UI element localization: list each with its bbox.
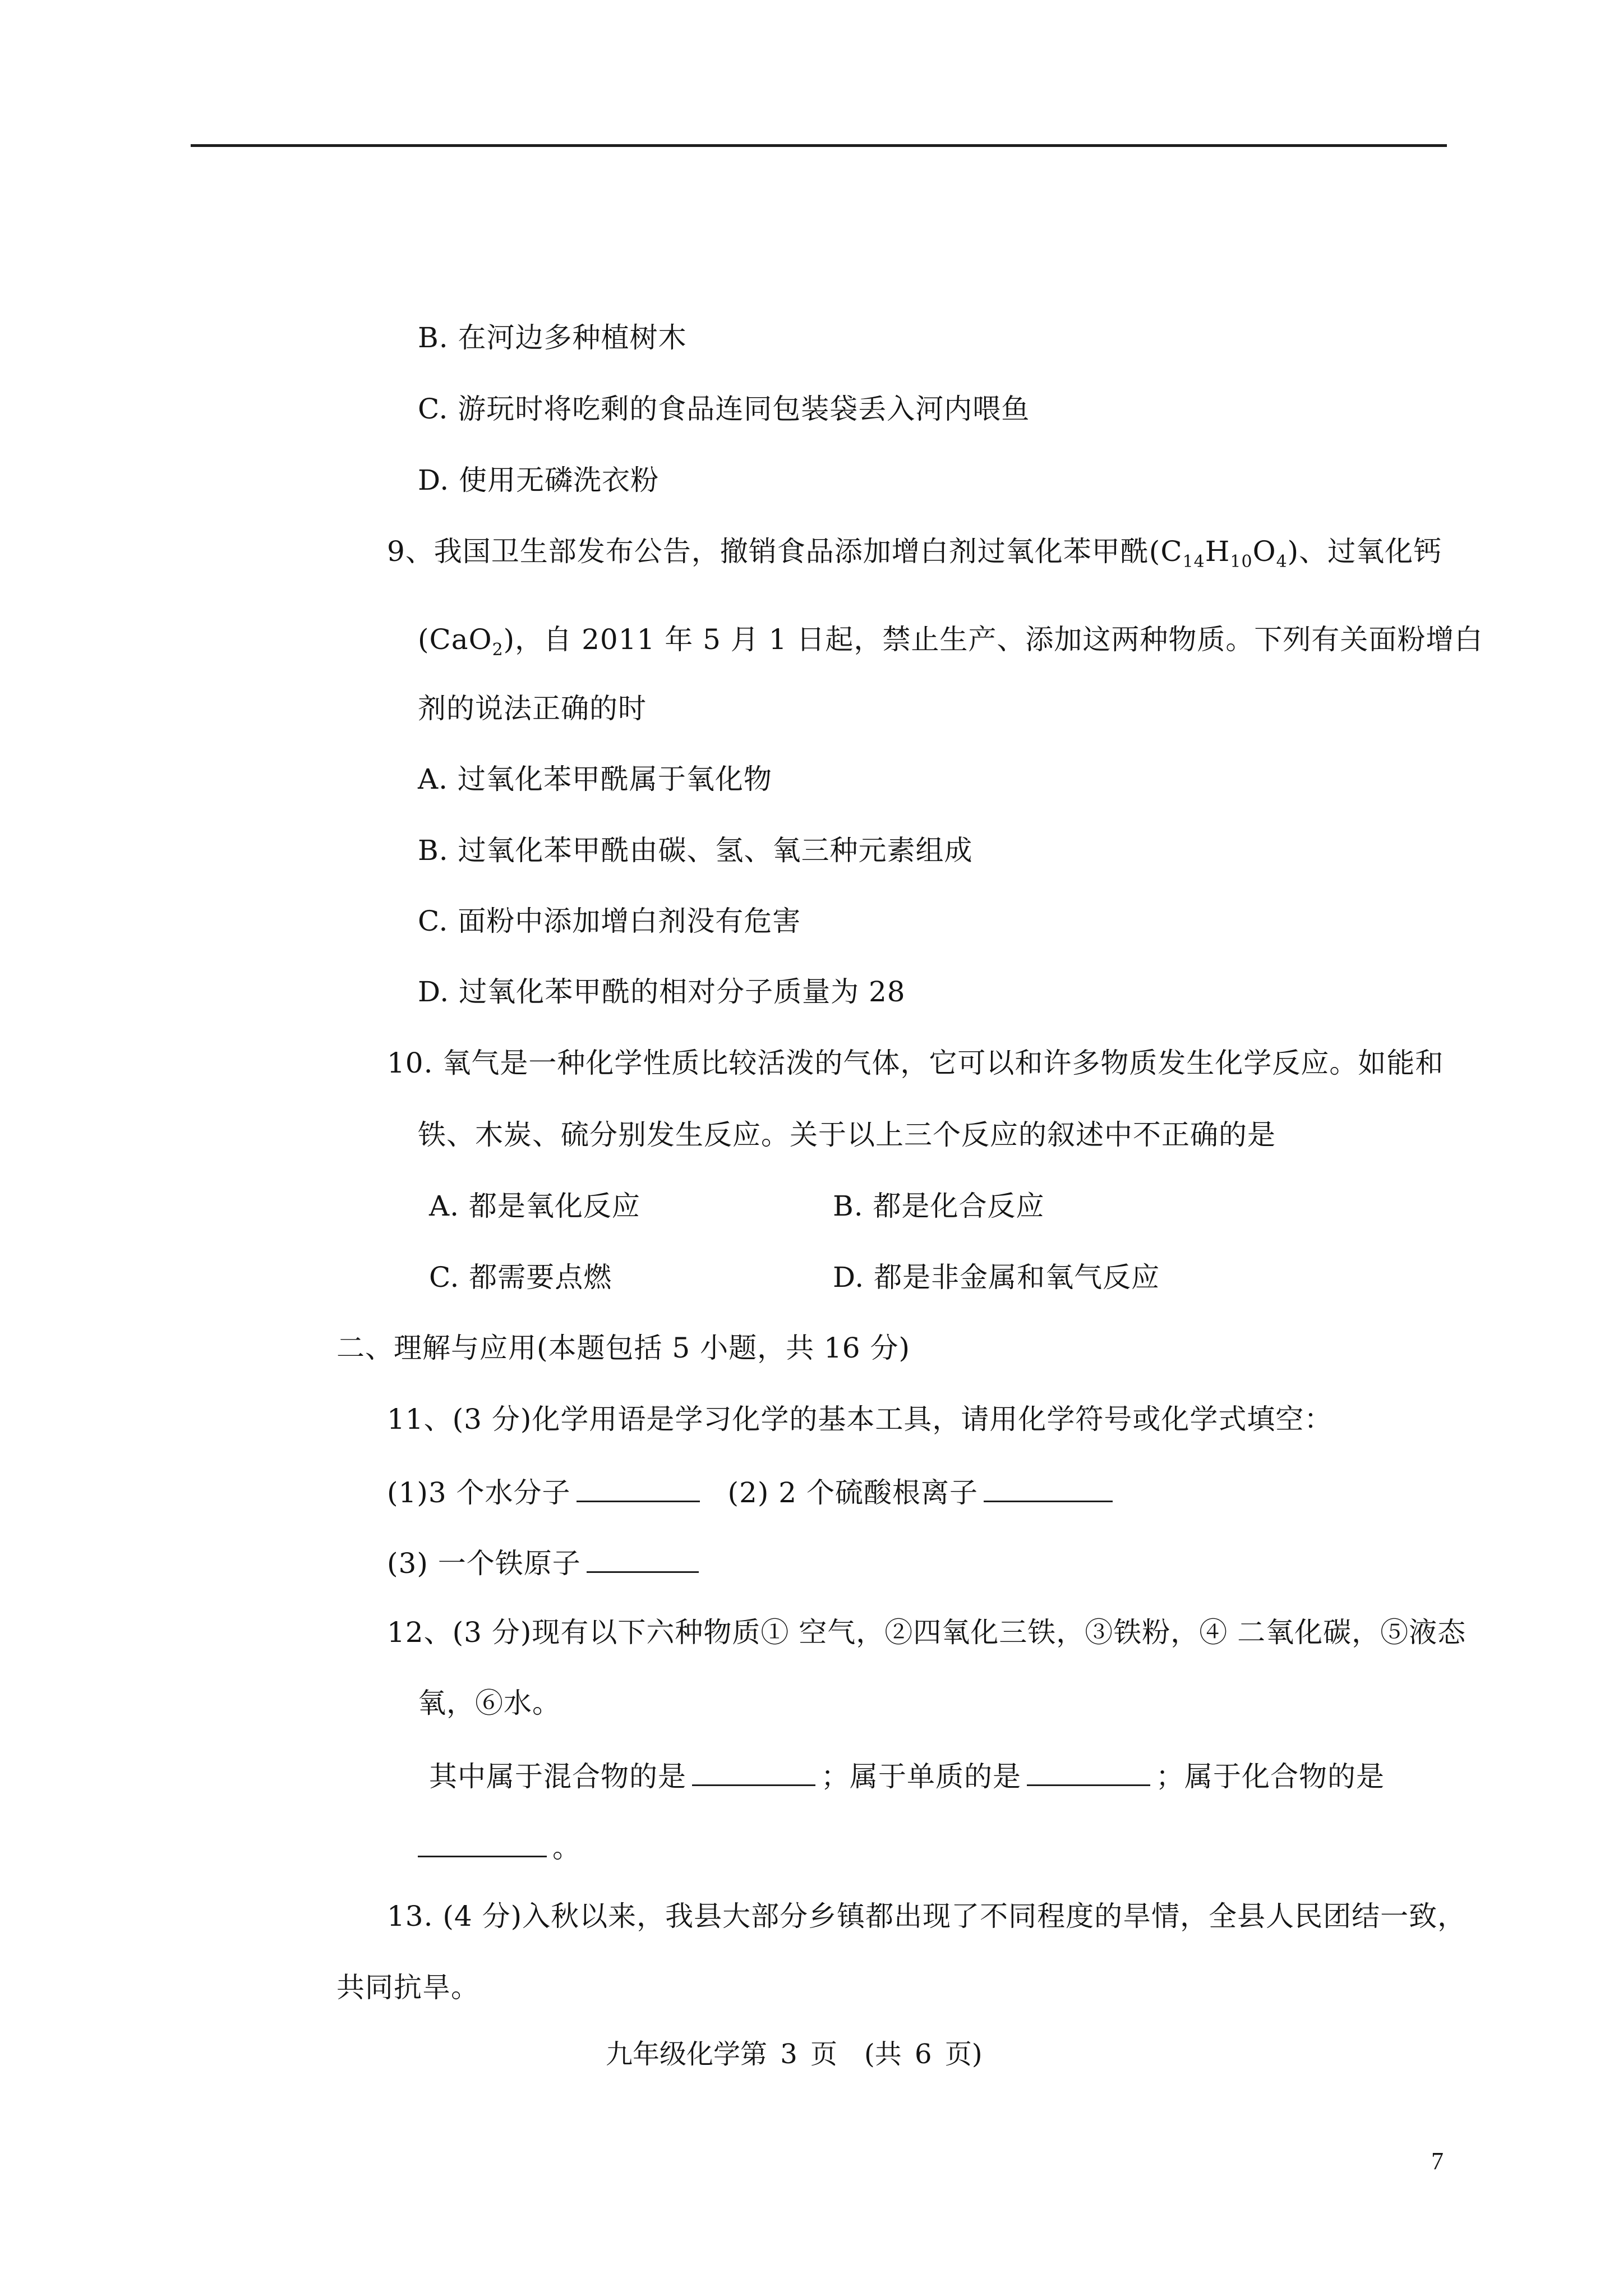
q11-parts-1-2: (1)3 个水分子 (2) 2 个硫酸根离子	[387, 1474, 1118, 1510]
q8-option-c: C. 游玩时将吃剩的食品连同包装袋丢入河内喂鱼	[418, 393, 1030, 425]
q10-stem-line1: 10. 氧气是一种化学性质比较活泼的气体，它可以和许多物质发生化学反应。如能和	[387, 1047, 1444, 1079]
q8-option-d: D. 使用无磷洗衣粉	[418, 464, 660, 496]
q11-blank-2[interactable]	[984, 1474, 1113, 1502]
q13-stem-line1: 13. (4 分)入秋以来，我县大部分乡镇都出现了不同程度的旱情，全县人民团结一致，	[387, 1900, 1467, 1932]
q12-blank-element[interactable]	[1027, 1757, 1150, 1786]
q10-option-a: A. 都是氧化反应	[429, 1190, 640, 1222]
q12-blank-compound[interactable]	[418, 1829, 547, 1857]
q11-stem: 11、(3 分)化学用语是学习化学的基本工具，请用化学符号或化学式填空：	[387, 1403, 1333, 1435]
q9-stem-line2: (CaO$_2$)，自 2011 年 5 月 1 日起，禁止生产、添加这两种物质。下列有关面粉增白	[418, 623, 1483, 660]
q13-stem-line2: 共同抗旱。	[336, 1971, 479, 2004]
q12-fill-line: 其中属于混合物的是 ；属于单质的是 ；属于化合物的是	[429, 1757, 1385, 1793]
page-number: 7	[1431, 2147, 1444, 2175]
q8-option-b: B. 在河边多种植树木	[418, 321, 687, 354]
q9-stem-line3: 剂的说法正确的时	[418, 692, 647, 725]
q9-option-b: B. 过氧化苯甲酰由碳、氢、氧三种元素组成	[418, 834, 973, 867]
header-rule	[191, 144, 1447, 147]
q10-option-b: B. 都是化合反应	[833, 1190, 1045, 1222]
q9-option-a: A. 过氧化苯甲酰属于氧化物	[418, 763, 772, 795]
q12-stem-line1: 12、(3 分)现有以下六种物质① 空气，②四氧化三铁，③铁粉，④ 二氧化碳，⑤液态	[387, 1616, 1467, 1649]
q10-option-c: C. 都需要点燃	[429, 1261, 612, 1294]
q12-blank-mixture[interactable]	[692, 1757, 815, 1786]
q11-blank-3[interactable]	[587, 1544, 699, 1573]
q10-stem-line2: 铁、木炭、硫分别发生反应。关于以上三个反应的叙述中不正确的是	[418, 1119, 1276, 1151]
q12-stem-line2: 氧，⑥水。	[418, 1687, 561, 1719]
q11-part-3: (3) 一个铁原子	[387, 1544, 704, 1580]
q12-fill-line-2: 。	[418, 1829, 581, 1865]
page-footer: 九年级化学第 3 页 (共 6 页)	[606, 2039, 983, 2070]
q10-option-d: D. 都是非金属和氧气反应	[833, 1261, 1160, 1294]
q9-stem-line1: 9、我国卫生部发布公告，撤销食品添加增白剂过氧化苯甲酰$(C_{14}H_{10}O_4)$、过氧化钙	[387, 535, 1442, 572]
section-2-heading: 二、理解与应用(本题包括 5 小题，共 16 分)	[336, 1332, 911, 1364]
q9-option-d: D. 过氧化苯甲酰的相对分子质量为 28	[418, 976, 906, 1008]
q11-blank-1[interactable]	[577, 1474, 700, 1502]
q9-option-c: C. 面粉中添加增白剂没有危害	[418, 905, 801, 937]
